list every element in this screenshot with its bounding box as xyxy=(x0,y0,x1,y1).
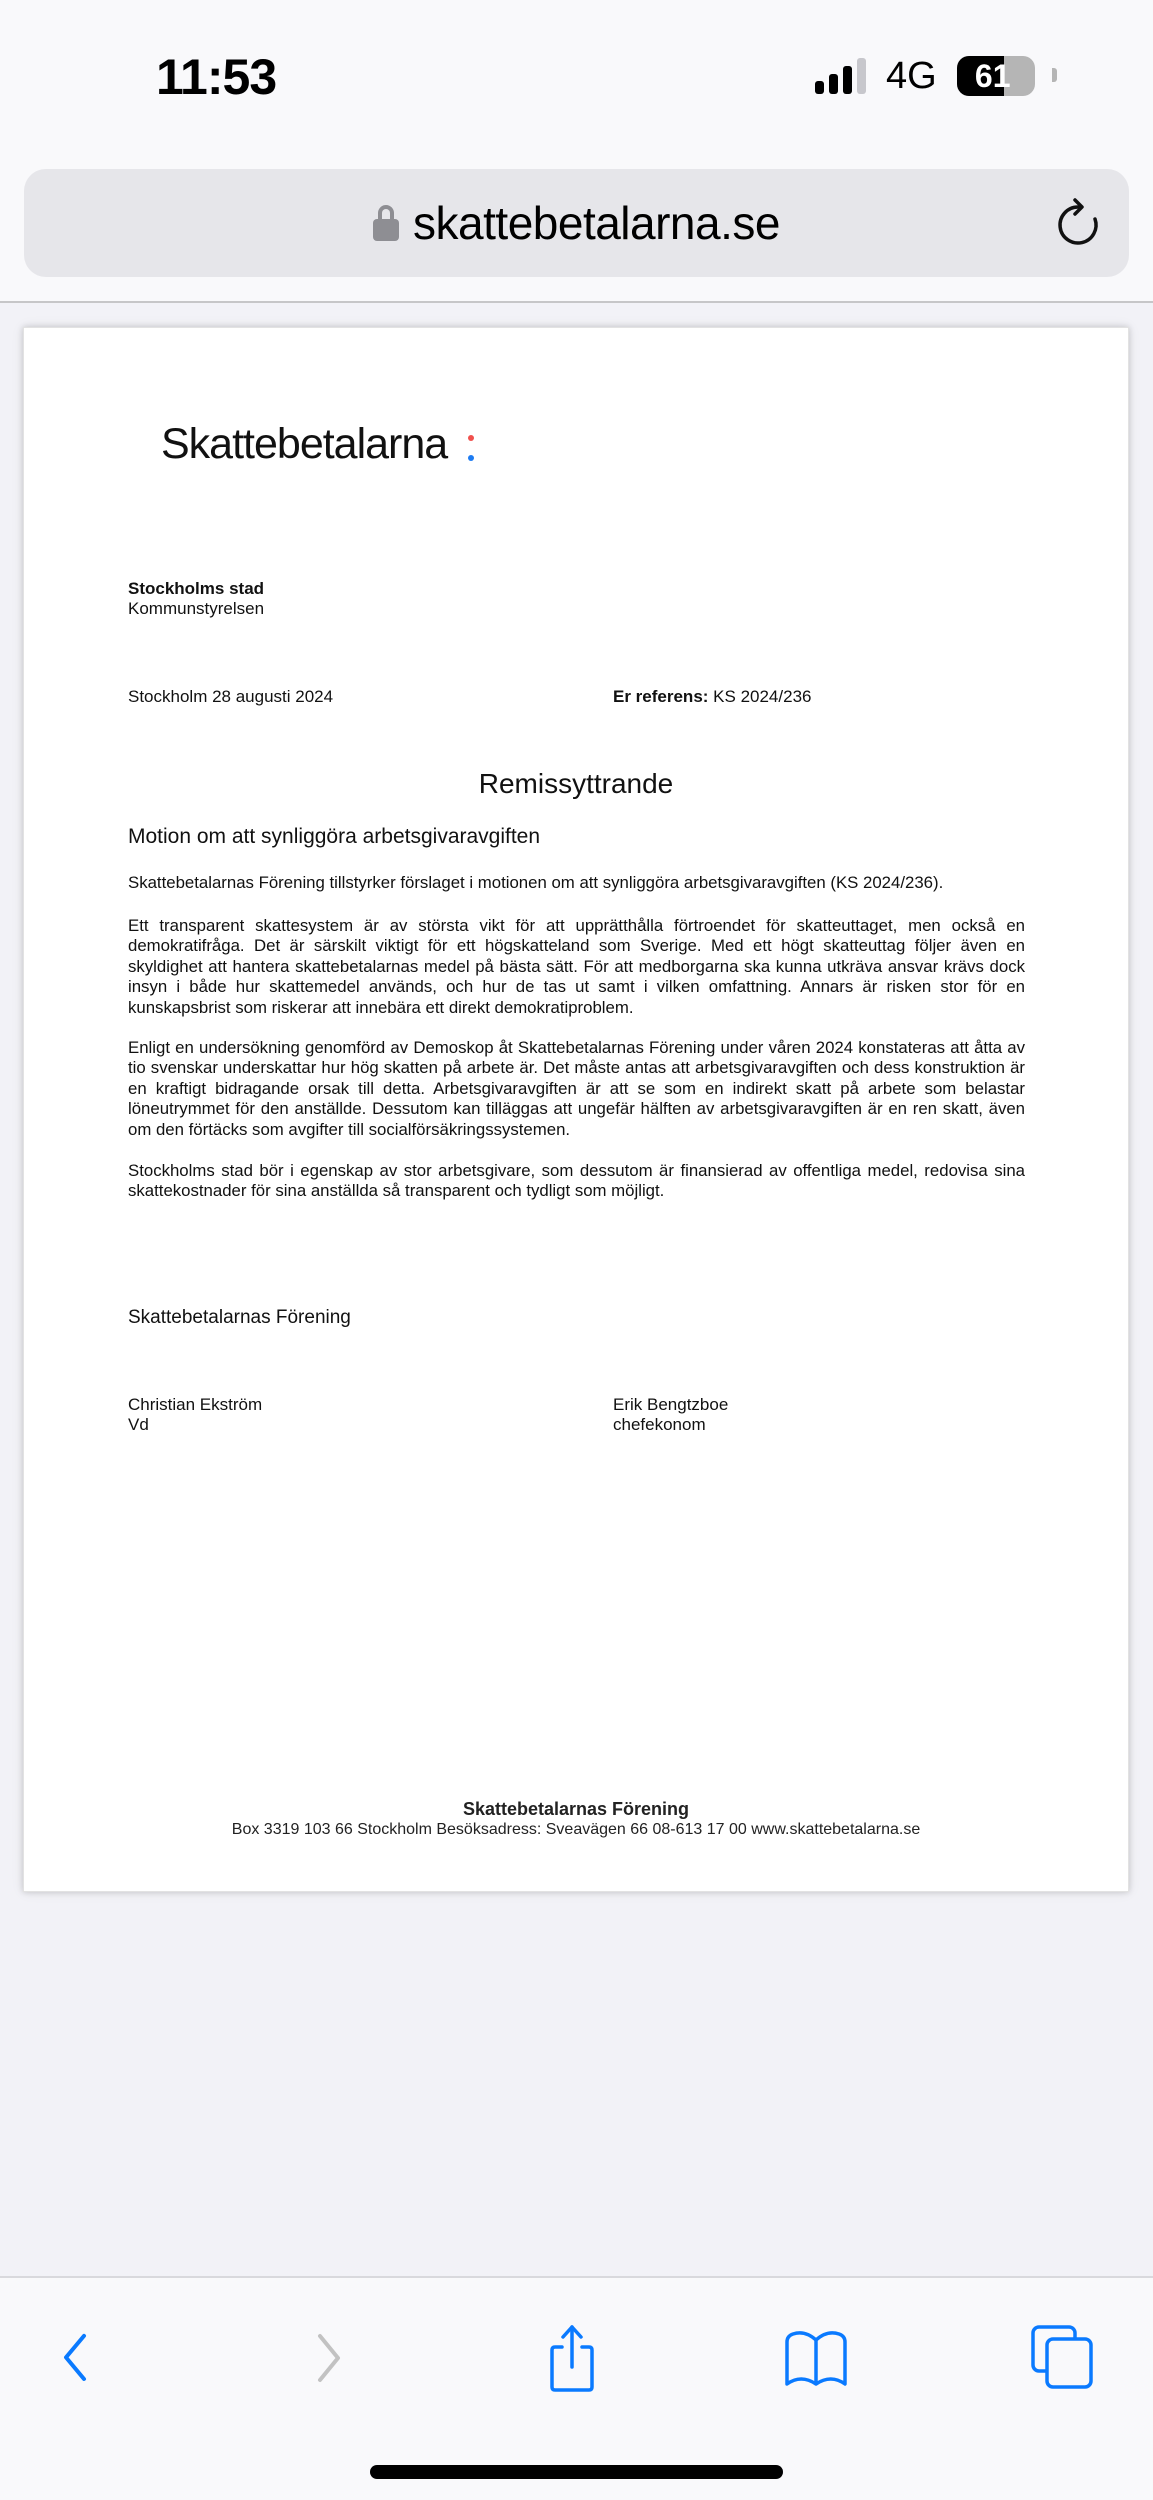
recipient-department: Kommunstyrelsen xyxy=(128,599,265,618)
forward-button[interactable] xyxy=(290,2318,370,2398)
reference-label: Er referens: xyxy=(613,687,709,706)
browser-top-chrome xyxy=(0,0,1153,303)
logo-colon-icon xyxy=(468,435,474,463)
forward-icon xyxy=(310,2328,350,2388)
tabs-icon xyxy=(1027,2323,1097,2393)
network-type: 4G xyxy=(886,54,937,97)
bookmarks-icon xyxy=(781,2328,851,2388)
paragraph-1: Skattebetalarnas Förening tillstyrker förslaget i motionen om att synliggöra arbetsgivaravgiften (KS 2024/236). xyxy=(128,873,944,892)
signer-role: Vd xyxy=(128,1415,149,1434)
signer-2 xyxy=(613,1395,728,1435)
url-text: skattebetalarna.se xyxy=(413,197,780,249)
skattebetalarna-logo: Skattebetalarna xyxy=(161,420,448,468)
document-subtitle: Motion om att synliggöra arbetsgivaravgiften xyxy=(128,825,541,848)
status-time: 11:53 xyxy=(156,49,277,105)
signer-name: Christian Ekström xyxy=(128,1395,263,1414)
paragraph-3: Enligt en undersökning genomförd av Demoskop åt Skattebetalarnas Förening under våren 2024 konstateras att åtta av tio svenskar underskattar hur hög skatten på arbete är. Det måste antas att arbetsgivaravgiften och dess konstruktion är en kraftigt bidragande orsak till detta. Arbetsgivaravgiften är att se som en indirekt skatt på arbete som belastar löneutrymmet för den anställde. Dessutom kan tilläggas att ungefär hälften av arbetsgivaravgiften är en ren skatt, även om den förtäcks som avgifter till socialförsäkringssystemen. xyxy=(128,1038,1025,1139)
share-icon xyxy=(542,2323,602,2393)
recipient-block xyxy=(128,579,264,619)
date-line: Stockholm 28 augusti 2024 xyxy=(128,687,334,706)
reload-icon[interactable] xyxy=(1053,197,1103,251)
recipient-name: Stockholms stad xyxy=(128,579,265,598)
battery-tip xyxy=(1052,68,1057,82)
signer-role: chefekonom xyxy=(613,1415,706,1434)
reference-value: KS 2024/236 xyxy=(713,687,812,706)
status-indicators xyxy=(815,56,1035,96)
signer-1 xyxy=(128,1395,262,1435)
signature-organization: Skattebetalarnas Förening xyxy=(128,1307,351,1328)
footer-org: Skattebetalarnas Förening xyxy=(462,1799,690,1819)
document-page xyxy=(23,327,1129,1892)
document-footer xyxy=(24,1798,1128,1840)
document-title: Remissyttrande xyxy=(478,768,674,799)
address-bar[interactable] xyxy=(24,169,1129,277)
tabs-button[interactable] xyxy=(1022,2318,1102,2398)
footer-address: Box 3319 103 66 Stockholm Besöksadress: Sveavägen 66 08-613 17 00 www.skattebetalarna.se xyxy=(231,1821,921,1838)
cellular-signal-icon xyxy=(815,58,866,94)
back-button[interactable] xyxy=(36,2318,116,2398)
paragraph-2: Ett transparent skattesystem är av största vikt för att upprätthålla förtroendet för skatteuttaget, men också en demokratifråga. Det är särskilt viktigt för ett högskatteland som Sverige. Med ett högt skatteuttag följer även en skyldighet att hantera skattebetalarnas medel på bästa sätt. För att medborgarna ska kunna utkräva ansvar krävs dock insyn i både hur skattemedel används, och hur de tas ut samt i vilken omfattning. Annars är risken stor för en kunskapsbrist som riskerar att innebära ett direkt demokratiproblem. xyxy=(128,916,1025,1017)
signer-name: Erik Bengtzboe xyxy=(613,1395,729,1414)
reference-line xyxy=(613,687,811,707)
lock-icon xyxy=(373,205,399,241)
paragraph-4: Stockholms stad bör i egenskap av stor arbetsgivare, som dessutom är finansierad av offentliga medel, redovisa sina skattekostnader för sina anställda så transparent och tydligt som möjligt. xyxy=(128,1161,1025,1201)
share-button[interactable] xyxy=(532,2318,612,2398)
back-icon xyxy=(56,2328,96,2388)
battery-percent: 61 xyxy=(974,57,1011,94)
battery-icon xyxy=(957,56,1035,96)
home-indicator[interactable] xyxy=(370,2465,783,2479)
bookmarks-button[interactable] xyxy=(776,2318,856,2398)
